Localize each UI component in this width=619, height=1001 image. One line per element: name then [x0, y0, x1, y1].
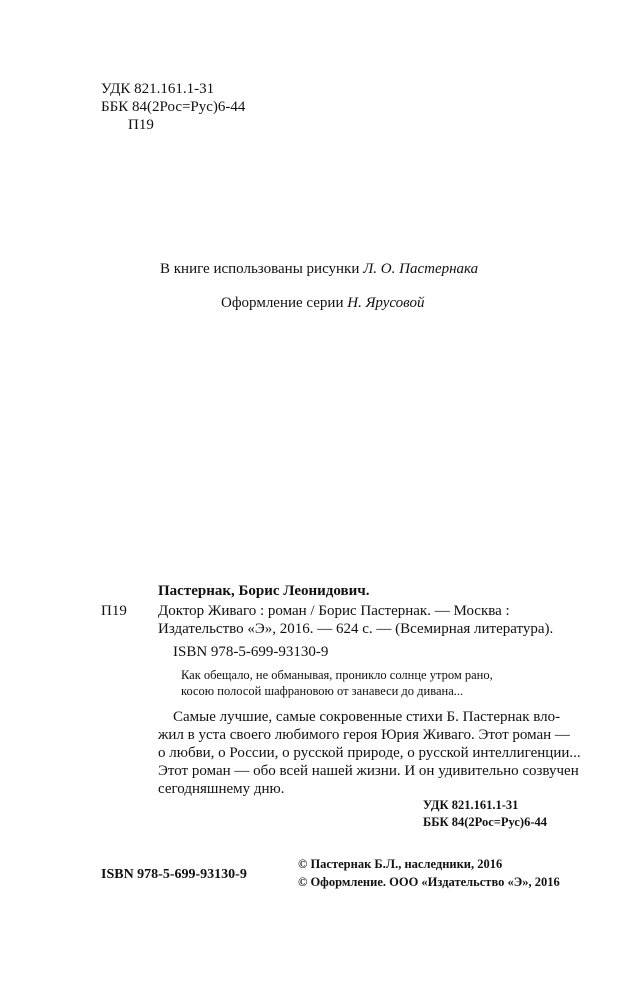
annotation-line-4: Этот роман — обо всей нашей жизни. И он удивительно созвучен [158, 763, 579, 779]
series-design-name: Н. Ярусовой [347, 295, 425, 311]
author-heading: Пастернак, Борис Леонидович. [158, 583, 370, 599]
series-design-prefix: Оформление серии [221, 295, 344, 311]
illustrations-prefix: В книге использованы рисунки [160, 261, 360, 277]
footer-isbn: ISBN 978-5-699-93130-9 [101, 867, 247, 882]
copyright-author: © Пастернак Б.Л., наследники, 2016 [298, 857, 503, 871]
bbk-code: ББК 84(2Рос=Рус)6-44 [101, 99, 246, 115]
title-line-2: Издательство «Э», 2016. — 624 с. — (Всемирная литература). [158, 621, 554, 637]
copyright-design: © Оформление. ООО «Издательство «Э», 2016 [298, 875, 560, 889]
epigraph-line-1: Как обещало, не обманывая, проникло солнце утром рано, [181, 668, 493, 682]
annotation-line-2: жил в уста своего любимого героя Юрия Живаго. Этот роман — [158, 727, 570, 743]
illustrations-name: Л. О. Пастернака [363, 261, 479, 277]
author-mark: П19 [128, 117, 154, 133]
card-bbk: ББК 84(2Рос=Рус)6-44 [423, 815, 547, 829]
udk-code: УДК 821.161.1-31 [101, 81, 215, 97]
card-isbn: ISBN 978-5-699-93130-9 [173, 644, 329, 660]
epigraph-line-2: косою полосой шафрановою от занавеси до дивана... [181, 684, 464, 698]
series-design-credit [221, 294, 424, 312]
illustrations-credit [160, 260, 478, 278]
annotation-line-1: Самые лучшие, самые сокровенные стихи Б. Пастернак вло- [173, 709, 561, 725]
card-author-mark: П19 [101, 603, 127, 619]
annotation-line-5: сегодняшнему дню. [158, 781, 285, 797]
annotation-line-3: о любви, о России, о русской природе, о русской интеллигенции... [158, 745, 581, 761]
title-line-1: Доктор Живаго : роман / Борис Пастернак. — Москва : [158, 603, 510, 619]
card-udk: УДК 821.161.1-31 [423, 798, 519, 812]
